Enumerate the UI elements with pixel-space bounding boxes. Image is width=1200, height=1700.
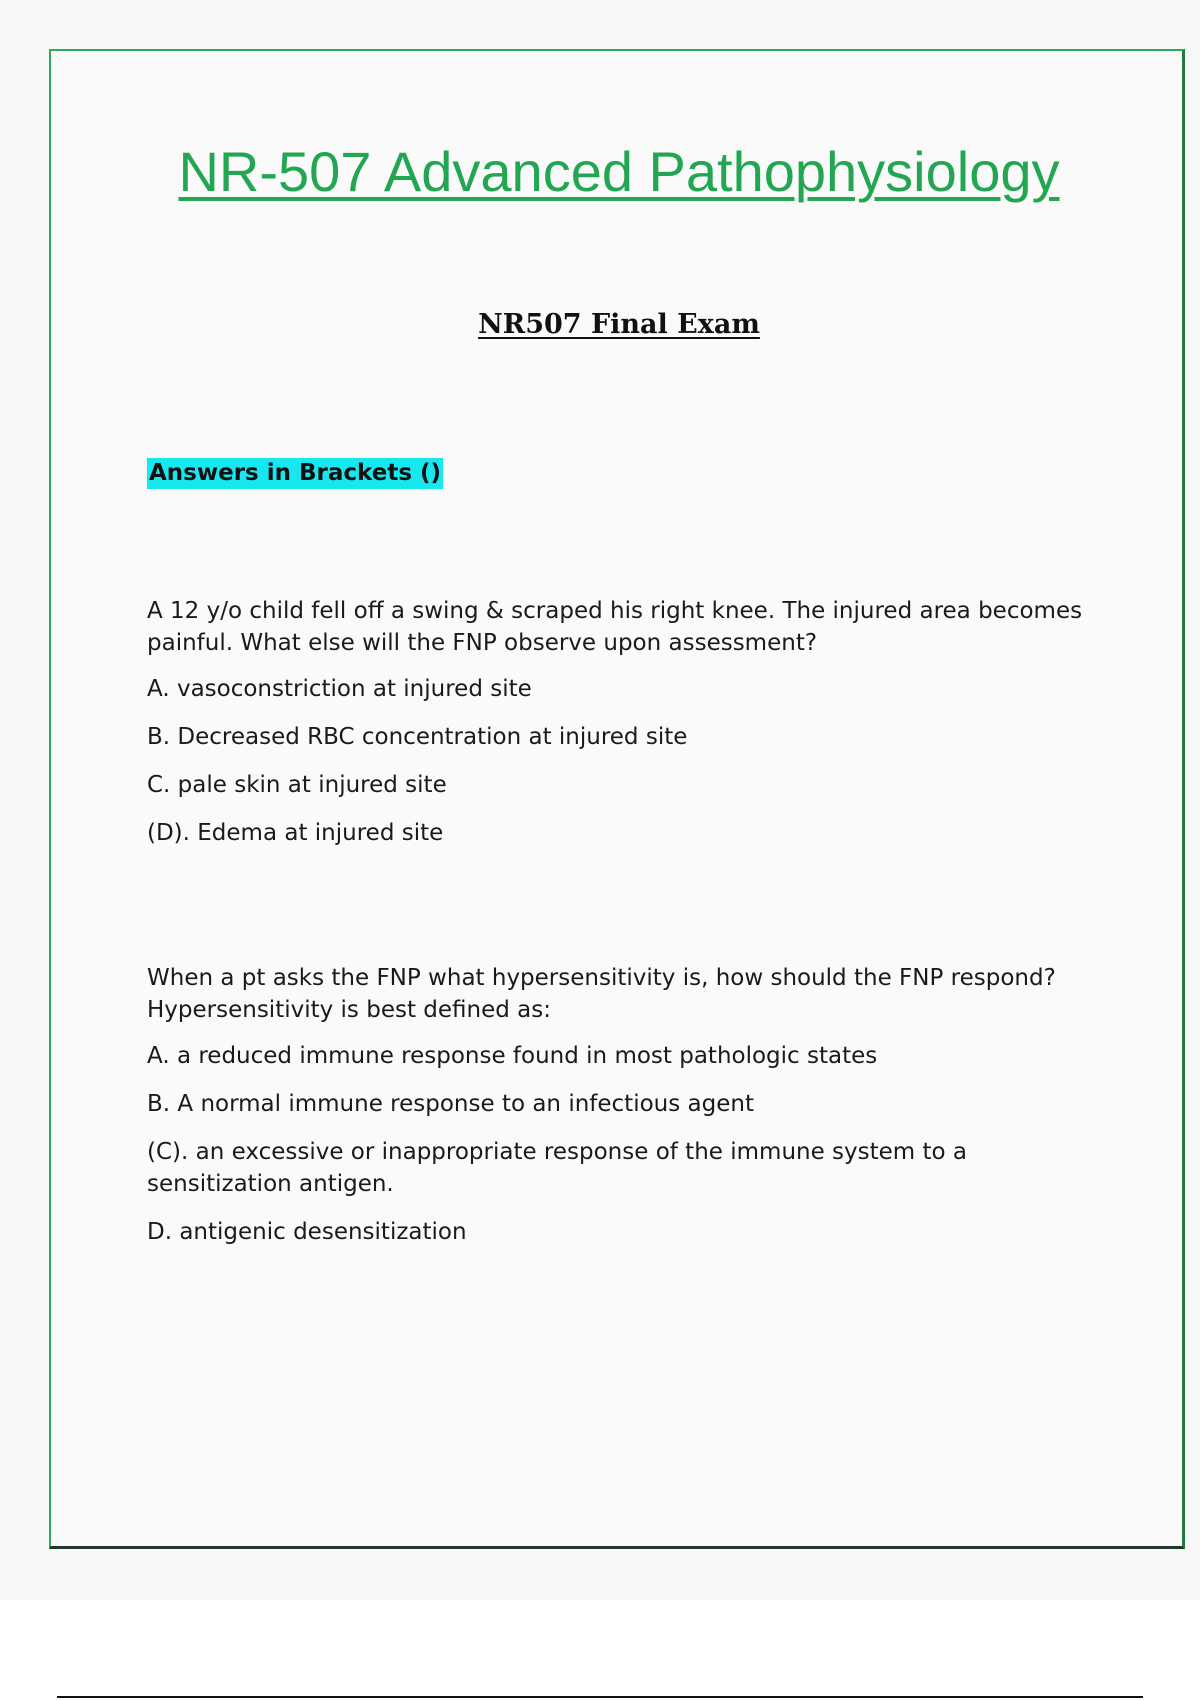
document-title-text: NR-507 Advanced Pathophysiology — [178, 140, 1060, 203]
question-1-option-d: (D). Edema at injured site — [147, 820, 444, 846]
question-2-option-c: (C). an excessive or inappropriate response of the immune system to a sensitization antigen. — [147, 1139, 968, 1197]
question-2-option-a: A. a reduced immune response found in most pathologic states — [147, 1043, 878, 1069]
question-2 — [147, 962, 1087, 1264]
question-1-option-c: C. pale skin at injured site — [147, 772, 447, 798]
question-1 — [147, 595, 1087, 865]
question-2-option-d: D. antigenic desensitization — [147, 1219, 467, 1245]
document-subtitle-text: NR507 Final Exam — [478, 309, 760, 340]
question-1-option-b: B. Decreased RBC concentration at injured site — [147, 724, 688, 750]
document-subtitle — [51, 309, 1187, 340]
answers-note-highlight: Answers in Brackets () — [147, 458, 443, 489]
next-page-divider — [57, 1696, 1143, 1698]
question-1-text: A 12 y/o child fell off a swing & scraped his right knee. The injured area becomes painful. What else will the FNP observe upon assessment? — [147, 598, 1083, 656]
question-2-option-b: B. A normal immune response to an infectious agent — [147, 1091, 754, 1117]
question-1-option-a: A. vasoconstriction at injured site — [147, 676, 532, 702]
document-page — [49, 49, 1185, 1549]
question-2-text: When a pt asks the FNP what hypersensitivity is, how should the FNP respond? Hypersensitivity is best defined as: — [147, 965, 1056, 1023]
document-title — [51, 141, 1187, 203]
